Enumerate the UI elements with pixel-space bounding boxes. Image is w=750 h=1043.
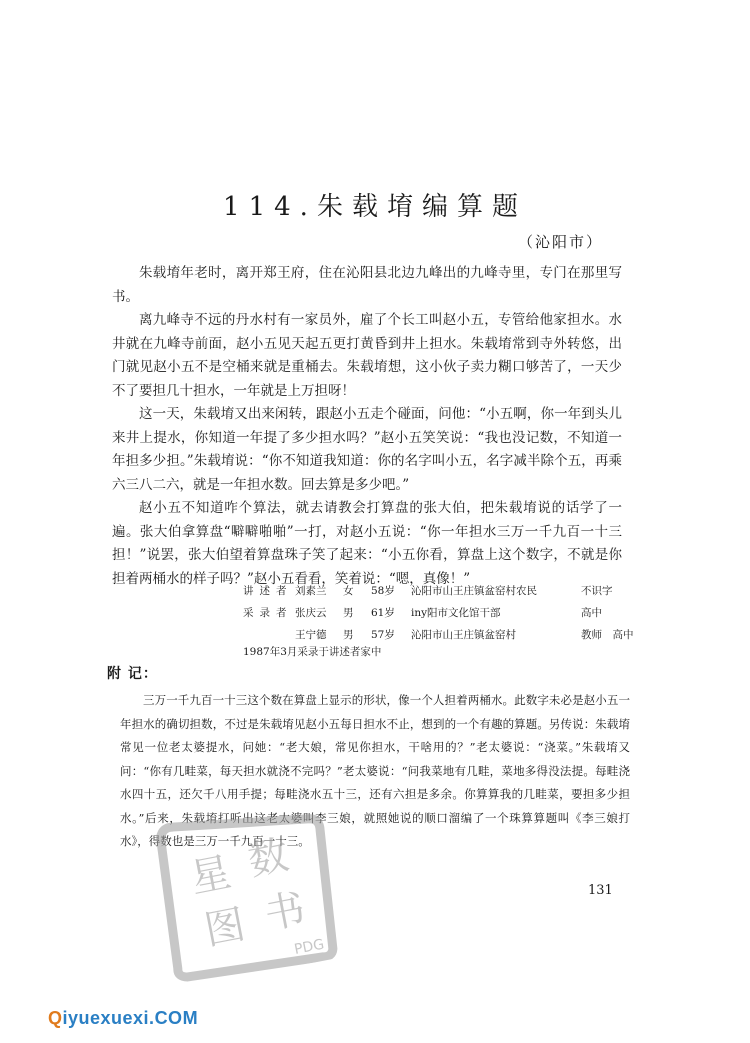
credit-job: 教师 高中 [581, 629, 634, 641]
story-paragraph: 这一天，朱载堉又出来闲转，跟赵小五走个碰面，问他：“小五啊，你一年到头儿来井上提水，你知道一年提了多少担水吗？”赵小五笑笑说：“我也没记数，不知道一年担多少担。”朱载堉说：“你不知道我知道：你的名字叫小五，名字减半除个五，再乘六三八二六，就是一年担水数。回去算是多少吧。” [112, 406, 622, 493]
svg-text:星: 星 [186, 849, 235, 903]
page-number: 131 [588, 883, 613, 898]
svg-text:图: 图 [200, 901, 249, 955]
story-paragraph: 赵小五不知道咋个算法，就去请教会打算盘的张大伯，把朱载堉说的话学了一遍。张大伯拿算盘“噼噼啪啪”一打，对赵小五说：“你一年担水三万一千九百一十三担！”说罢，张大伯望着算盘珠子笑了起来：“小五你看，算盘上这个数字，不就是你担着两桶水的样子吗？”赵小五看看，笑着说：“嗯，真像！” [112, 500, 622, 587]
credit-age: 61岁 [371, 607, 395, 619]
site-watermark [48, 1008, 198, 1029]
credit-role [243, 624, 295, 646]
svg-text:书: 书 [261, 885, 310, 939]
seal-label: PDG [292, 936, 326, 958]
story-paragraph: 离九峰寺不远的丹水村有一家员外，雇了个长工叫赵小五，专管给他家担水。水井就在九峰寺前面，赵小五见天起五更打黄昏到井上担水。朱载堉常到寺外转悠，出门就见赵小五不是空桶来就是重桶去。朱载堉想，这小伙子卖力糊口够苦了，一天少不了要担几十担水，一年就是上万担呀！ [112, 312, 622, 399]
credit-name: 刘素兰 [295, 585, 327, 597]
note-paragraph: 三万一千九百一十三这个数在算盘上显示的形状，像一个人担着两桶水。此数字未必是赵小五一年担水的确切担数，不过是朱载堉见赵小五每日担水不止，想到的一个有趣的算题。另传说：朱载堉常见一位老太婆提水，问她：“老大娘，常见你担水，干啥用的？”老太婆说：“浇菜。”朱载堉又问：“你有几畦菜，每天担水就浇不完吗？”老太婆说：“问我菜地有几畦，菜地多得没法提。每畦浇水四十五，还欠千八用手提；每畦浇水五十三，还有六担是多余。你算算我的几畦菜，要担多少担水。”后来，朱载堉打听出这老太婆叫李三娘，就照她说的顺口溜编了一个珠算算题叫《李三娘打水》，得数也是三万一千九百一十三。 [120, 693, 630, 848]
page-title: 114.朱载堉编算题 [223, 192, 527, 222]
credit-row-collector [243, 602, 621, 624]
credit-row-collector-2 [243, 624, 634, 646]
credit-age: 58岁 [371, 585, 395, 597]
credit-row-narrator [243, 580, 621, 602]
credit-name: 张庆云 [295, 607, 327, 619]
record-date: 1987年3月采录于讲述者家中 [243, 646, 382, 658]
library-seal-watermark [128, 787, 357, 992]
credit-sex: 男 [343, 607, 354, 619]
credit-job: 高中 [581, 607, 602, 619]
credit-unit: iny阳市文化馆干部 [411, 607, 501, 619]
site-watermark-rest: iyuexuexi.COM [62, 1008, 199, 1028]
story-paragraph: 朱载堉年老时，离开郑王府，住在沁阳县北边九峰出的九峰寺里，专门在那里写书。 [112, 265, 622, 305]
credit-name: 王宁德 [295, 629, 327, 641]
origin-location: （沁阳市） [518, 233, 604, 251]
svg-text:数: 数 [244, 831, 293, 885]
site-watermark-q: Q [48, 1008, 63, 1028]
credit-sex: 男 [343, 629, 354, 641]
credit-role: 讲述者 [243, 585, 293, 597]
note-heading: 附 记： [107, 666, 158, 682]
credits-table [243, 580, 634, 646]
credit-job: 不识字 [581, 585, 613, 597]
credit-role: 采录者 [243, 607, 293, 619]
credit-sex: 女 [343, 585, 354, 597]
credit-unit: 沁阳市山王庄镇盆窑村 [411, 629, 516, 641]
credit-age: 57岁 [371, 629, 395, 641]
credit-unit: 沁阳市山王庄镇盆窑村农民 [411, 585, 537, 597]
story-body [112, 262, 622, 591]
